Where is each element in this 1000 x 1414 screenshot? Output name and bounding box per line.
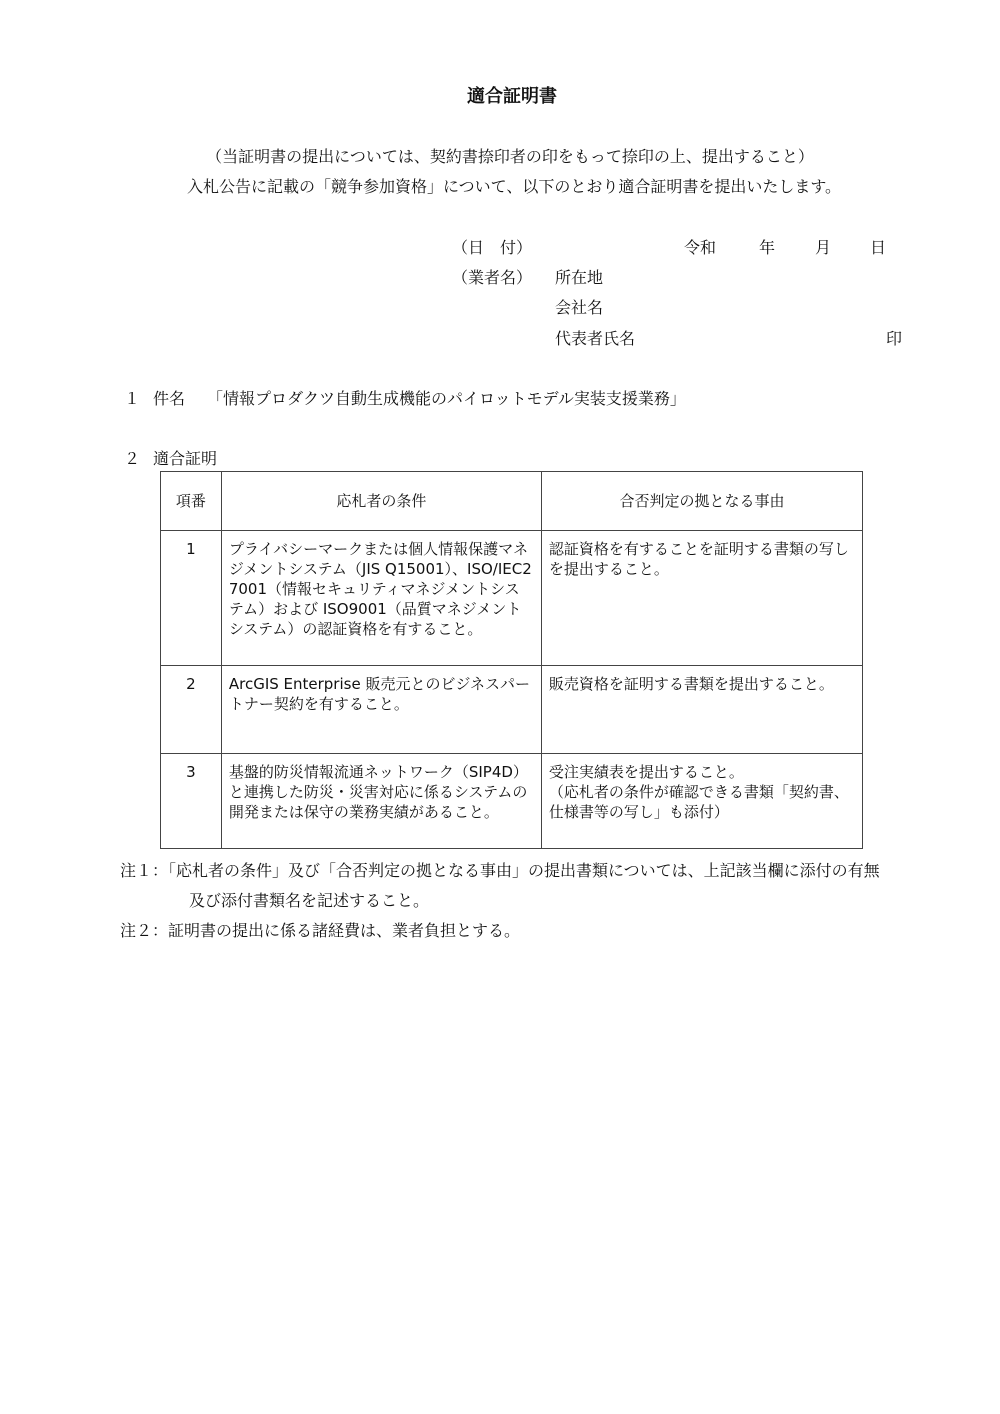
note2: 注２：証明書の提出に係る諸経費は、業者負担とする。	[120, 921, 521, 940]
intro-statement: 入札公告に記載の「競争参加資格」について、以下のとおり適合証明書を提出いたします。	[186, 177, 842, 196]
era-label: 令和	[684, 238, 717, 257]
section1-label: 件名	[153, 389, 186, 408]
row-condition: 基盤的防災情報流通ネットワーク（SIP4D）と連携した防災・災害対応に係るシステムの開発または保守の業務実績があること。	[228, 763, 528, 821]
note1-line2: 及び添付書類名を記述すること。	[189, 891, 430, 910]
row-evidence: 販売資格を証明する書類を提出すること。	[548, 675, 834, 693]
month-label: 月	[815, 238, 832, 257]
row-number: 2	[186, 675, 196, 693]
representative-label: 代表者氏名	[555, 329, 636, 348]
day-label: 日	[870, 238, 887, 257]
row-condition: ArcGIS Enterprise 販売元とのビジネスパートナー契約を有すること。	[228, 675, 531, 713]
table-header-row	[161, 472, 863, 531]
date-label: （日 付）	[452, 238, 533, 257]
row-number: 3	[186, 763, 196, 781]
row-number: 1	[186, 540, 196, 558]
seal-mark: 印	[886, 329, 903, 348]
section2-label: 適合証明	[153, 449, 218, 468]
row-evidence: 受注実績表を提出すること。 （応札者の条件が確認できる書類「契約書、仕様書等の写し」も添付）	[548, 763, 849, 821]
row-evidence: 認証資格を有することを証明する書類の写しを提出すること。	[548, 540, 849, 578]
intro-instruction: （当証明書の提出については、契約書捺印者の印をもって捺印の上、提出すること）	[206, 147, 814, 166]
row-condition: プライバシーマークまたは個人情報保護マネジメントシステム（JIS Q15001）、ISO/IEC27001（情報セキュリティマネジメントシステム）および ISO9001（品質マネジメントシステム）の認証資格を有すること。	[228, 540, 532, 638]
section2-number: ２	[124, 449, 141, 468]
address-label: 所在地	[555, 268, 604, 287]
header-item-number: 項番	[161, 472, 222, 531]
header-evidence: 合否判定の拠となる事由	[541, 472, 862, 531]
table-row	[161, 531, 863, 666]
document-title: 適合証明書	[467, 86, 557, 107]
table-row	[161, 666, 863, 754]
header-condition: 応札者の条件	[221, 472, 541, 531]
section1-project-name: 「情報プロダクツ自動生成機能のパイロットモデル実装支援業務」	[207, 389, 686, 408]
note1-line1: 注１：「応札者の条件」及び「合否判定の拠となる事由」の提出書類については、上記該当欄に添付の有無	[120, 861, 880, 880]
compliance-table	[160, 471, 863, 849]
year-label: 年	[759, 238, 776, 257]
company-name-label: 会社名	[555, 298, 604, 317]
company-label: （業者名）	[452, 268, 533, 287]
table-row	[161, 754, 863, 849]
section1-number: １	[124, 389, 141, 408]
